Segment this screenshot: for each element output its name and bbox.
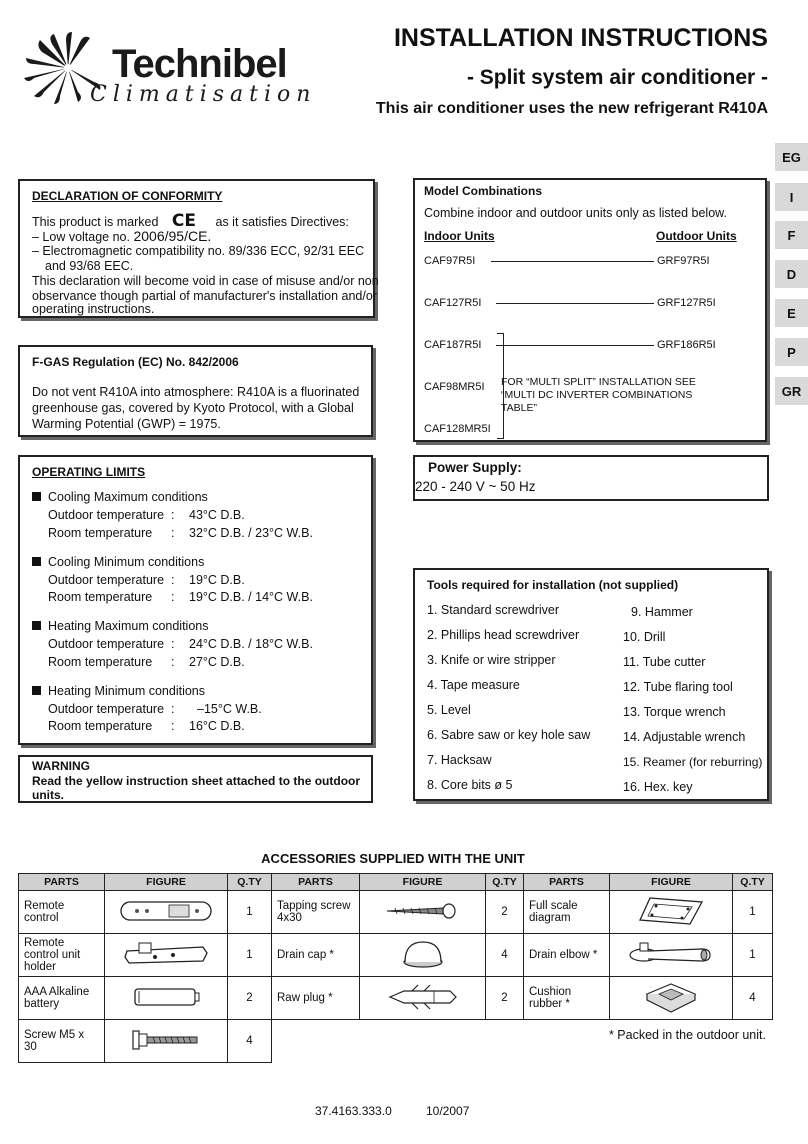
part-qty: 4 [486,934,524,977]
table-row [19,977,773,1020]
tool-1: 1. Standard screwdriver [427,603,560,617]
accessories-title: ACCESSORIES SUPPLIED WITH THE UNIT [261,851,525,866]
tool-7: 7. Hacksaw [427,753,492,767]
accessories-header-row: PARTS FIGURE Q.TY PARTS FIGURE Q.TY PARTS FIGURE Q.TY [19,874,773,891]
multi-indoor-2: CAF128MR5I [424,423,491,435]
conformity-line-6: observance though partial of manufacturer's installation and/or [32,289,377,303]
power-title: Power Supply: [428,460,522,475]
part-qty: 2 [486,977,524,1020]
tool-9: 9. Hammer [631,605,693,619]
tool-4: 4. Tape measure [427,678,520,692]
document-subtitle: - Split system air conditioner - [466,66,768,89]
part-name: Screw M5 x 30 [19,1020,105,1063]
tool-8: 8. Core bits ø 5 [427,778,513,792]
part-name: Remote control unit holder [19,934,105,977]
part-name: Drain elbow * [524,934,610,977]
part-name: Raw plug * [272,977,360,1020]
tool-2: 2. Phillips head screwdriver [427,628,580,642]
limits-group-1-outdoor: Outdoor temperature : 43°C D.B. [48,508,245,522]
models-title: Model Combinations [424,184,542,198]
limits-group-3-heading: Heating Maximum conditions [32,619,209,633]
limits-group-4-room: Room temperature : 16°C D.B. [48,719,245,733]
limits-group-4-heading: Heating Minimum conditions [32,684,205,698]
multi-split-note: FOR “MULTI SPLIT” INSTALLATION SEE “MULTI DC INVERTER COMBINATIONS TABLE” [501,376,696,414]
lang-tab-f[interactable]: F [775,221,808,249]
fgas-box [18,345,373,437]
operating-limits-box [18,455,373,745]
lang-tab-i[interactable]: I [775,183,808,211]
limits-group-2-outdoor: Outdoor temperature : 19°C D.B. [48,573,245,587]
power-value: 220 - 240 V ~ 50 Hz [415,479,536,494]
part-qty: 4 [228,1020,272,1063]
part-name: Cushion rubber * [524,977,610,1020]
bullet-square-icon [32,492,41,501]
warning-title: WARNING [32,759,90,773]
lang-tab-eg[interactable]: EG [775,143,808,171]
limits-group-4-outdoor: Outdoor temperature : –15°C W.B. [48,702,262,716]
lang-tab-e[interactable]: E [775,299,808,327]
part-qty: 2 [228,977,272,1020]
drain-elbow-icon [626,939,716,969]
conformity-line-2: – Low voltage no. 2006/95/CE. [32,228,212,244]
model-pair-1: CAF97R5I GRF97R5I [424,255,710,267]
tool-5: 5. Level [427,703,471,717]
tools-title: Tools required for installation (not supplied) [427,578,679,592]
limits-group-3-outdoor: Outdoor temperature : 24°C D.B. / 18°C W.B. [48,637,313,651]
cushion-rubber-icon [641,980,701,1014]
part-qty: 4 [733,977,773,1020]
lang-tab-d[interactable]: D [775,260,808,288]
conformity-box [18,179,379,318]
limits-group-2-heading: Cooling Minimum conditions [32,555,204,569]
tool-11: 11. Tube cutter [623,655,706,669]
battery-icon [129,984,204,1010]
outdoor-header: Outdoor Units [656,229,737,243]
refrigerant-note: This air conditioner uses the new refrigerant R410A [375,100,768,117]
brand-name: Technibel [112,42,287,86]
conformity-line-3: – Electromagnetic compatibility no. 89/336 ECC, 92/31 EEC [32,244,365,258]
screw-icon [129,1028,204,1052]
part-qty: 1 [733,934,773,977]
limits-group-3-room: Room temperature : 27°C D.B. [48,655,245,669]
model-pair-2: CAF127R5I GRF127R5I [424,297,716,309]
power-supply-box [413,455,769,501]
brand-logo [22,28,322,108]
document-date: 10/2007 [426,1104,470,1118]
part-name: Drain cap * [272,934,360,977]
part-name: Remote control [19,891,105,934]
ce-mark: CE [171,211,197,231]
accessories-footnote: * Packed in the outdoor unit. [608,1028,766,1042]
bullet-square-icon [32,557,41,566]
part-qty: 1 [733,891,773,934]
document-code: 37.4163.333.0 [315,1104,392,1118]
tool-16: 16. Hex. key [623,780,693,794]
warning-box [18,755,373,803]
bullet-square-icon [32,621,41,630]
multi-indoor-1: CAF98MR5I [424,381,485,393]
limits-group-1-room: Room temperature : 32°C D.B. / 23°C W.B. [48,526,313,540]
indoor-header: Indoor Units [424,229,495,243]
document-title: INSTALLATION INSTRUCTIONS [393,24,768,52]
tools-box [413,568,769,801]
part-qty: 1 [228,934,272,977]
table-row [19,934,773,977]
limits-group-2-room: Room temperature : 19°C D.B. / 14°C W.B. [48,590,313,604]
diagram-sheet-icon [636,894,706,928]
conformity-title: DECLARATION OF CONFORMITY [32,189,223,203]
limits-title: OPERATING LIMITS [32,465,146,479]
conformity-line-7: operating instructions. [32,302,155,316]
warning-text: Read the yellow instruction sheet attached to the outdoor units. [32,774,361,802]
lang-tab-gr[interactable]: GR [775,377,808,405]
tool-6: 6. Sabre saw or key hole saw [427,728,591,742]
limits-group-1-heading: Cooling Maximum conditions [32,490,208,504]
lang-tab-p[interactable]: P [775,338,808,366]
model-combinations-box [413,178,767,442]
model-pair-3: CAF187R5I GRF186R5I [424,339,716,351]
conformity-line-5: This declaration will become void in case of misuse and/or non [32,274,379,288]
tool-14: 14. Adjustable wrench [623,730,746,744]
tool-15: 15. Reamer (for reburring) [623,755,763,769]
conformity-line-4: and 93/68 EEC. [45,259,134,273]
fgas-line-1: Do not vent R410A into atmosphere: R410A is a fluorinated [32,385,360,399]
fgas-title: F-GAS Regulation (EC) No. 842/2006 [32,355,239,369]
models-intro: Combine indoor and outdoor units only as listed below. [424,206,727,220]
part-qty: 1 [228,891,272,934]
tool-13: 13. Torque wrench [623,705,726,719]
tool-3: 3. Knife or wire stripper [427,653,556,667]
bullet-square-icon [32,686,41,695]
fgas-line-3: Warming Potential (GWP) = 1975. [32,417,221,431]
remote-control-icon [119,898,214,924]
conformity-line-1: This product is marked CE as it satisfies Directives: [32,211,349,231]
table-row [19,891,773,934]
remote-holder-icon [119,939,214,969]
part-name: AAA Alkaline battery [19,977,105,1020]
wall-plug-icon [384,983,462,1011]
part-qty: 2 [486,891,524,934]
part-name: Tapping screw 4x30 [272,891,360,934]
brand-script: Climatisation [90,82,317,107]
part-name: Full scale diagram [524,891,610,934]
tapping-screw-icon [383,902,463,920]
drain-cap-icon [401,938,445,970]
tool-12: 12. Tube flaring tool [623,680,733,694]
tool-10: 10. Drill [623,630,666,644]
fgas-line-2: greenhouse gas, covered by Kyoto Protocol, with a Global [32,401,354,415]
